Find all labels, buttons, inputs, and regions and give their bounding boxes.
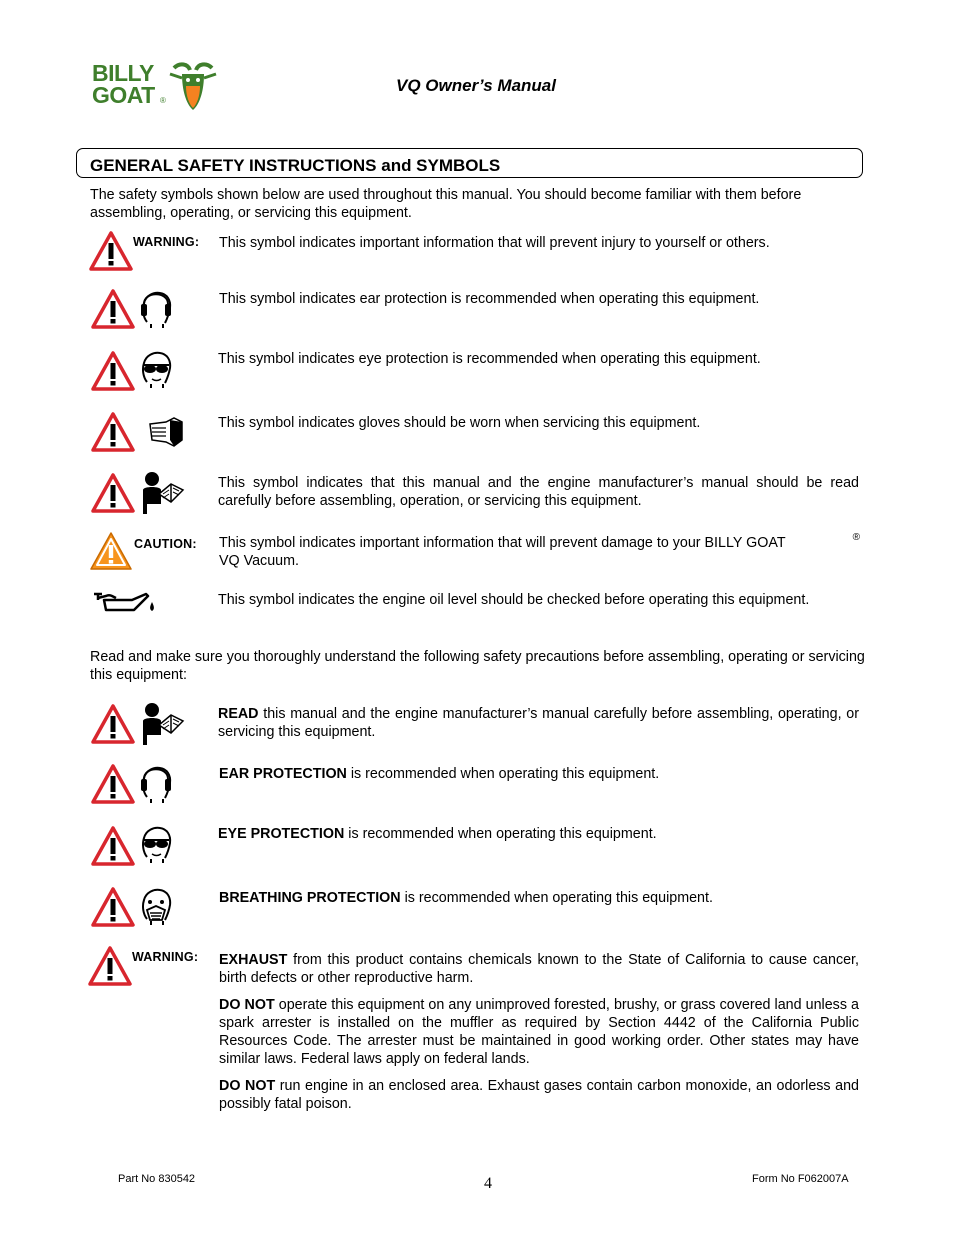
symbol-gloves-text: This symbol indicates gloves should be worn when servicing this equipment.	[218, 415, 701, 431]
precaution-enclosed-area-body: run engine in an enclosed area. Exhaust gases contain carbon monoxide, an odorless and possibly fatal poison.	[219, 1078, 859, 1112]
page-number: 4	[484, 1175, 492, 1192]
brand-logo	[92, 60, 222, 114]
precaution-ear-bold: EAR PROTECTION	[219, 766, 347, 782]
warning-triangle-icon	[91, 704, 135, 744]
warning-triangle-icon	[91, 351, 135, 391]
symbol-manual-text: This symbol indicates that this manual and the engine manufacturer’s manual should be read carefully before assembling, operation, or servicing this equipment.	[218, 475, 859, 509]
symbol-caution-text	[219, 534, 860, 570]
precaution-read-body: this manual and the engine manufacturer’s manual carefully before assembling, operating, or servicing this equipment.	[218, 706, 859, 740]
warning-label: WARNING:	[133, 235, 200, 249]
symbol-oil-text: This symbol indicates the engine oil level should be checked before operating this equipment.	[218, 592, 810, 608]
precaution-eye-body: is recommended when operating this equipment.	[344, 826, 657, 842]
ear-protection-icon	[138, 289, 174, 331]
read-manual-icon	[139, 470, 185, 516]
precaution-read-bold: READ	[218, 706, 259, 722]
section-title: GENERAL SAFETY INSTRUCTIONS and SYMBOLS	[90, 156, 501, 175]
caution-label: CAUTION:	[134, 537, 197, 551]
footer-form-number: Form No F062007A	[752, 1173, 849, 1185]
warning-triangle-icon	[91, 887, 135, 927]
warning-triangle-icon	[89, 231, 133, 271]
symbol-eye-text: This symbol indicates eye protection is recommended when operating this equipment.	[218, 351, 761, 367]
warning-label: WARNING:	[132, 950, 199, 964]
warning-triangle-icon	[91, 473, 135, 513]
caution-registered-mark: ®	[852, 532, 860, 543]
precaution-breathing-bold: BREATHING PROTECTION	[219, 890, 401, 906]
precaution-spark-arrester	[219, 996, 859, 1068]
warning-triangle-icon	[88, 946, 132, 986]
caution-triangle-icon	[89, 531, 133, 571]
eye-protection-icon	[138, 349, 174, 391]
gloves-icon	[148, 416, 184, 448]
warning-triangle-icon	[91, 826, 135, 866]
caution-text-main: This symbol indicates important information that will prevent damage to your BILLY GOAT	[219, 535, 786, 551]
precaution-breathing-body: is recommended when operating this equipment.	[400, 890, 713, 906]
precaution-eye-bold: EYE PROTECTION	[218, 826, 345, 842]
oil-can-icon	[92, 588, 158, 618]
logo-registered-mark: ®	[160, 96, 166, 105]
warning-triangle-icon	[91, 764, 135, 804]
goat-head-icon	[168, 60, 218, 112]
precaution-enclosed-area	[219, 1077, 859, 1113]
eye-protection-icon	[138, 824, 174, 866]
warning-triangle-icon	[91, 412, 135, 452]
precaution-exhaust-bold: EXHAUST	[219, 952, 288, 968]
precaution-eye	[218, 825, 858, 843]
precaution-exhaust-body: from this product contains chemicals known to the State of California to cause cancer, birth defects or other reproductive harm.	[219, 952, 859, 986]
precaution-ear-body: is recommended when operating this equipment.	[346, 766, 660, 782]
precaution-enclosed-area-bold: DO NOT	[219, 1078, 276, 1094]
warning-triangle-icon	[91, 289, 135, 329]
symbol-warning-text: This symbol indicates important information that will prevent injury to yourself or others.	[219, 235, 770, 251]
precaution-exhaust	[219, 951, 859, 987]
intro-paragraph: The safety symbols shown below are used throughout this manual. You should become familiar with them before assembling, operating, or servicing this equipment.	[90, 187, 802, 221]
precaution-ear	[219, 765, 859, 783]
logo-text-line2: GOAT	[92, 82, 155, 108]
precaution-spark-arrester-body: operate this equipment on any unimproved forested, brushy, or grass covered land unless a spark arrester is installed on the muffler as required by Section 4442 of the California Public Resources Code. The arrester must be maintained in good working order. Other states may have similar laws. Federal laws apply on federal lands.	[219, 997, 859, 1067]
breathing-mask-icon	[138, 886, 174, 928]
caution-text-end: VQ Vacuum.	[219, 553, 299, 569]
ear-protection-icon	[138, 764, 174, 806]
manual-title: VQ Owner’s Manual	[396, 76, 556, 95]
footer-part-number: Part No 830542	[118, 1173, 196, 1185]
precautions-intro: Read and make sure you thoroughly understand the following safety precautions before assembling, operating or servicing this equipment:	[90, 649, 865, 683]
precaution-spark-arrester-bold: DO NOT	[219, 997, 275, 1013]
symbol-ear-text: This symbol indicates ear protection is recommended when operating this equipment.	[219, 291, 760, 307]
logo-text-line1: BILLY	[92, 60, 154, 86]
read-manual-icon	[139, 701, 185, 747]
precaution-read	[218, 705, 859, 741]
precaution-breathing	[219, 889, 859, 907]
